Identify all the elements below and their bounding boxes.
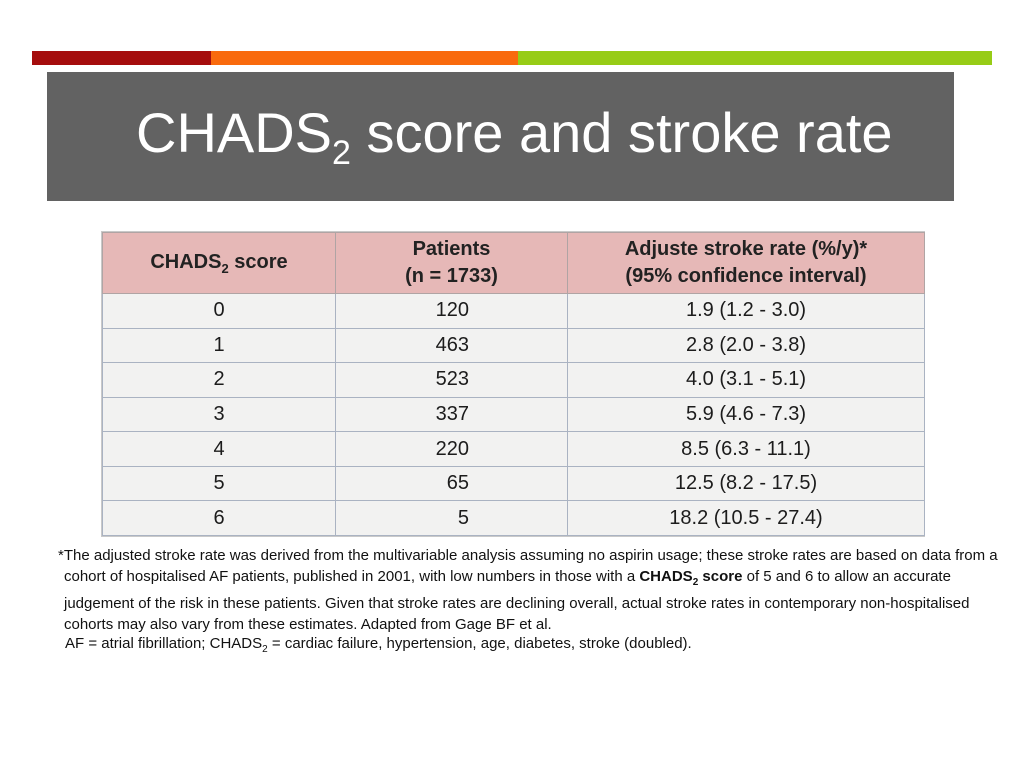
table-header-row — [103, 233, 925, 294]
cell-score: 4 — [103, 432, 336, 467]
header-patients: Patients (n = 1733) — [336, 233, 568, 294]
cell-rate: 4.0 (3.1 - 5.1) — [568, 363, 925, 398]
table-row — [103, 294, 925, 329]
cell-rate: 8.5 (6.3 - 11.1) — [568, 432, 925, 467]
table-row — [103, 363, 925, 398]
stroke-rate-table — [101, 231, 925, 537]
header-stroke-rate: Adjuste stroke rate (%/y)* (95% confidence interval) — [568, 233, 925, 294]
slide-title: $CHADS_2$ score and stroke rate — [136, 101, 893, 172]
table-row — [103, 328, 925, 363]
cell-score: 6 — [103, 501, 336, 536]
cell-patients: 120 — [336, 294, 568, 329]
table-row — [103, 466, 925, 501]
cell-score: 3 — [103, 397, 336, 432]
cell-score: 2 — [103, 363, 336, 398]
cell-patients: 463 — [336, 328, 568, 363]
table-row — [103, 432, 925, 467]
footnote-text: *The adjusted stroke rate was derived from the multivariable analysis assuming no aspirin usage; these stroke rates are based on data from a cohort of hospitalised AF patients, published in 2001, with low numbers in those with a $CHADS_2$ score of 5 and 6 to allow an accurate judgement of the risk in these patients. Given that stroke rates are declining overall, actual stroke rates in contemporary non-hospitalised cohorts may also vary from these estimates. Adapted from Gage BF et al. — [58, 547, 998, 633]
cell-rate: 1.9 (1.2 - 3.0) — [568, 294, 925, 329]
header-chads-score: $CHADS_2$ score — [103, 233, 336, 294]
accent-bar-orange — [211, 51, 518, 65]
footnote — [58, 545, 1008, 635]
cell-patients: 220 — [336, 432, 568, 467]
abbreviations-note: AF = atrial fibrillation; $CHADS_2$ = cardiac failure, hypertension, age, diabetes, stroke (doubled). — [65, 635, 692, 655]
cell-score: 1 — [103, 328, 336, 363]
cell-patients: 65 — [336, 466, 568, 501]
cell-patients: 337 — [336, 397, 568, 432]
table-row — [103, 397, 925, 432]
table-row — [103, 501, 925, 536]
cell-rate: 2.8 (2.0 - 3.8) — [568, 328, 925, 363]
cell-score: 5 — [103, 466, 336, 501]
accent-bar-red — [32, 51, 211, 65]
cell-rate: 12.5 (8.2 - 17.5) — [568, 466, 925, 501]
cell-patients: 5 — [336, 501, 568, 536]
accent-bar-green — [518, 51, 992, 65]
cell-score: 0 — [103, 294, 336, 329]
cell-rate: 5.9 (4.6 - 7.3) — [568, 397, 925, 432]
cell-patients: 523 — [336, 363, 568, 398]
cell-rate: 18.2 (10.5 - 27.4) — [568, 501, 925, 536]
